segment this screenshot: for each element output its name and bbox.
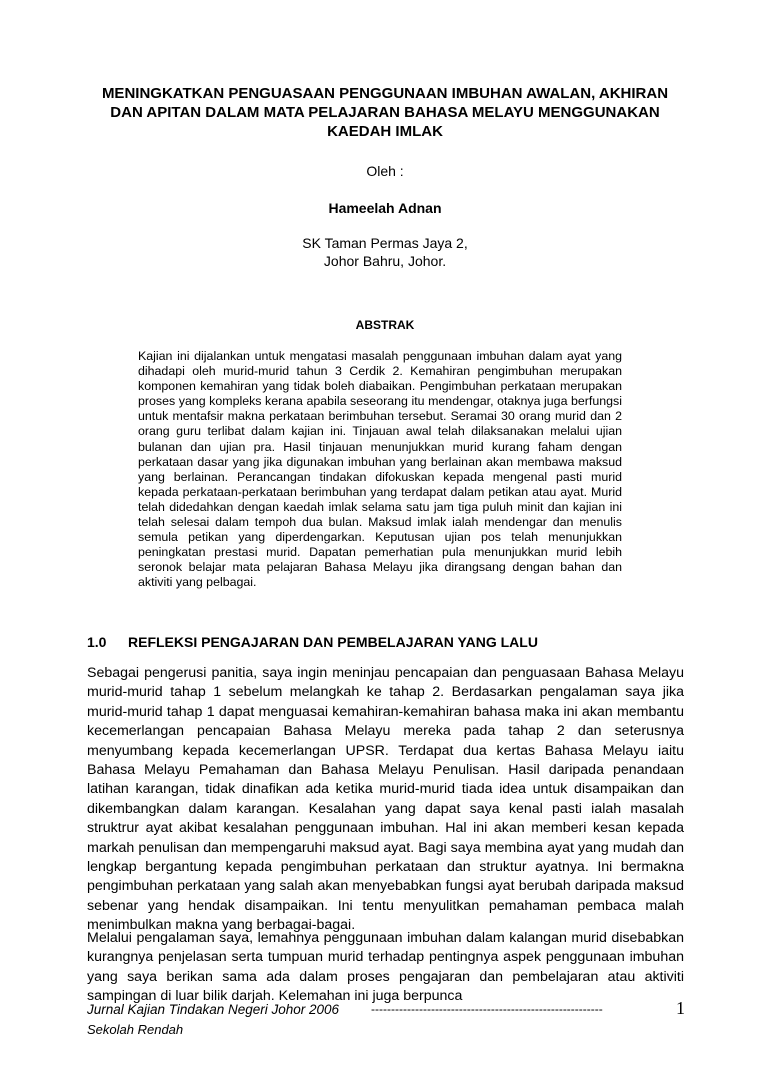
affiliation-line-2: Johor Bahru, Johor.	[323, 253, 447, 269]
page-number: 1	[676, 998, 685, 1018]
section-heading	[87, 633, 538, 651]
abstract-text: Kajian ini dijalankan untuk mengatasi masalah penggunaan imbuhan dalam ayat yang dihadapi oleh murid-murid tahun 3 Cerdik 2. Kemahiran pengimbuhan merupakan komponen kemahiran yang tidak boleh diabaikan. Pengimbuhan perkataan merupakan proses yang kompleks kerana apabila seseorang itu mendengar, otaknya juga berfungsi untuk mentafsir makna perkataan berimbuhan tersebut. Seramai 30 orang murid dan 2 orang guru terlibat dalam kajian ini. Tinjauan awal telah dilaksanakan melalui ujian bulanan dan ujian pra. Hasil tinjauan menunjukkan murid kurang faham dengan perkataan dasar yang jika digunakan imbuhan yang berlainan akan membawa maksud yang berlainan. Perancangan tindakan difokuskan kepada mengenal pasti murid kepada perkataan-perkataan berimbuhan yang terdapat dalam petikan atau ayat. Murid telah didedahkan dengan kaedah imlak selama satu jam tiga puluh minit dan kajian ini telah selesai dalam tempoh dua bulan. Maksud imlak ialah mendengar dan menulis semula petikan yang diperdengarkan. Keputusan ujian pos telah menunjukkan peningkatan prestasi murid. Dapatan pemerhatian pula menunjukkan murid lebih seronok belajar mata pelajaran Bahasa Melayu jika dirangsang dengan bahan dan aktiviti yang pelbagai.	[138, 349, 622, 590]
by-label: Oleh :	[366, 163, 404, 179]
author-name: Hameelah Adnan	[328, 200, 442, 216]
paper-title: MENINGKATKAN PENGUASAAN PENGGUNAAN IMBUHAN AWALAN, AKHIRAN DAN APITAN DALAM MATA PELAJARAN BAHASA MELAYU MENGGUNAKAN KAEDAH IMLAK	[101, 85, 669, 140]
body-paragraph-1: Sebagai pengerusi panitia, saya ingin meninjau pencapaian dan penguasaan Bahasa Melayu murid-murid tahap 1 sebelum melangkah ke tahap 2. Berdasarkan pengalaman saya jika murid-murid tahap 1 dapat menguasai kemahiran-kemahiran bahasa maka ini akan membantu kecemerlangan pencapaian Bahasa Melayu mereka pada tahap 2 dan seterusnya menyumbang kepada kecemerlangan UPSR. Terdapat dua kertas Bahasa Melayu iaitu Bahasa Melayu Pemahaman dan Bahasa Melayu Penulisan. Hasil daripada penandaan latihan karangan, tidak dinafikan ada ketika murid-murid tiada idea untuk disampaikan dan dikembangkan dalam karangan. Kesalahan yang dapat saya kenal pasti ialah masalah struktrur ayat akibat kesalahan penggunaan imbuhan. Hal ini akan memberi kesan kepada markah penulisan dan mempengaruhi maksud ayat. Bagi saya membina ayat yang mudah dan lengkap bergantung kepada pengimbuhan perkataan dan struktur ayatnya. Ini bermakna pengimbuhan perkataan yang salah akan menyebabkan fungsi ayat berubah daripada maksud sebenar yang hendak disampaikan. Ini tentu menyulitkan pemahaman pembaca malah menimbulkan makna yang berbagai-bagai.	[87, 665, 684, 934]
footer-school-level: Sekolah Rendah	[87, 1022, 184, 1037]
body-paragraph-2: Melalui pengalaman saya, lemahnya penggunaan imbuhan dalam kalangan murid disebabkan kurangnya penjelasan serta tumpuan murid terhadap pentingnya aspek penggunaan imbuhan yang saya berikan sama ada dalam proses pengajaran dan pembelajaran atau aktiviti sampingan di luar bilik darjah. Kelemahan ini juga berpunca	[87, 930, 684, 1005]
footer-journal-name: Jurnal Kajian Tindakan Negeri Johor 2006	[87, 1002, 340, 1017]
affiliation-line-1: SK Taman Permas Jaya 2,	[302, 235, 468, 251]
abstract-heading: ABSTRAK	[355, 318, 415, 332]
section-title: REFLEKSI PENGAJARAN DAN PEMBELAJARAN YANG LALU	[128, 634, 538, 650]
author-affiliation	[90, 234, 680, 270]
section-number: 1.0	[87, 634, 107, 650]
footer-dash-rule: ----------------------------------------------------------	[371, 1002, 603, 1016]
